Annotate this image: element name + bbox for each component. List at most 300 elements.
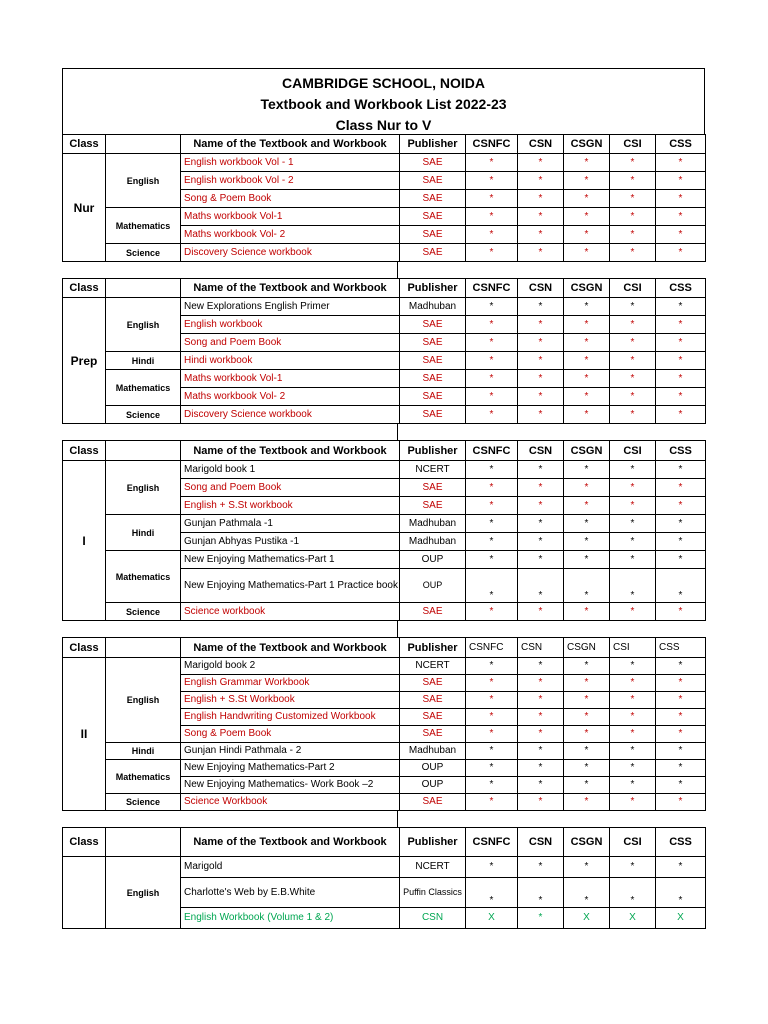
availability-mark-csnfc: * <box>466 298 518 316</box>
section-gap <box>62 811 705 827</box>
section-gap <box>62 262 705 278</box>
availability-mark-csnfc: * <box>466 316 518 334</box>
availability-mark-css: * <box>656 603 706 621</box>
availability-mark-csgn: * <box>564 603 610 621</box>
book-name-cell: New Enjoying Mathematics-Part 1 Practice book <box>181 569 400 603</box>
publisher-cell: SAE <box>400 406 466 424</box>
availability-mark-csn: * <box>518 908 564 929</box>
publisher-cell: SAE <box>400 388 466 406</box>
availability-mark-css: * <box>656 760 706 777</box>
publisher-cell: NCERT <box>400 857 466 878</box>
availability-mark-csgn: * <box>564 298 610 316</box>
availability-mark-csgn: * <box>564 743 610 760</box>
availability-mark-csgn: * <box>564 515 610 533</box>
availability-mark-css: * <box>656 515 706 533</box>
publisher-cell: OUP <box>400 777 466 794</box>
availability-mark-csi: * <box>610 316 656 334</box>
publisher-cell: SAE <box>400 190 466 208</box>
table-header-row <box>63 638 706 658</box>
availability-mark-csgn: * <box>564 352 610 370</box>
availability-mark-csi: * <box>610 352 656 370</box>
availability-mark-csnfc: * <box>466 208 518 226</box>
table-header-row <box>63 135 706 154</box>
availability-mark-csnfc: X <box>466 908 518 929</box>
publisher-cell: OUP <box>400 551 466 569</box>
availability-mark-csn: * <box>518 658 564 675</box>
availability-mark-csn: * <box>518 316 564 334</box>
subject-cell: Hindi <box>106 743 181 760</box>
publisher-cell: CSN <box>400 908 466 929</box>
availability-mark-csi: * <box>610 533 656 551</box>
availability-mark-csi: * <box>610 406 656 424</box>
table-row <box>63 603 706 621</box>
availability-mark-csnfc: * <box>466 190 518 208</box>
availability-mark-css: * <box>656 406 706 424</box>
book-name-cell: English Handwriting Customized Workbook <box>181 709 400 726</box>
column-header-class: Class <box>63 441 106 461</box>
table-row <box>63 551 706 569</box>
column-header-branch-csn: CSN <box>518 638 564 658</box>
availability-mark-csi: * <box>610 857 656 878</box>
availability-mark-csi: * <box>610 497 656 515</box>
publisher-cell: SAE <box>400 709 466 726</box>
publisher-cell: Puffin Classics <box>400 878 466 908</box>
availability-mark-csi: * <box>610 515 656 533</box>
availability-mark-csnfc: * <box>466 154 518 172</box>
availability-mark-csn: * <box>518 515 564 533</box>
table-row <box>63 154 706 172</box>
availability-mark-csn: * <box>518 244 564 262</box>
availability-mark-csi: * <box>610 479 656 497</box>
publisher-cell: NCERT <box>400 461 466 479</box>
availability-mark-csgn: * <box>564 777 610 794</box>
subject-cell: Mathematics <box>106 208 181 244</box>
class-table <box>62 134 706 262</box>
column-header-class: Class <box>63 828 106 857</box>
class-table <box>62 440 706 621</box>
column-header-publisher: Publisher <box>400 441 466 461</box>
availability-mark-csn: * <box>518 533 564 551</box>
availability-mark-css: * <box>656 154 706 172</box>
availability-mark-csgn: * <box>564 370 610 388</box>
availability-mark-csnfc: * <box>466 726 518 743</box>
publisher-cell: SAE <box>400 172 466 190</box>
column-header-name: Name of the Textbook and Workbook <box>181 279 400 298</box>
availability-mark-csi: * <box>610 743 656 760</box>
availability-mark-csgn: * <box>564 857 610 878</box>
book-name-cell: Maths workbook Vol- 2 <box>181 388 400 406</box>
availability-mark-css: * <box>656 497 706 515</box>
availability-mark-css: * <box>656 172 706 190</box>
availability-mark-csi: * <box>610 709 656 726</box>
book-name-cell: Marigold book 1 <box>181 461 400 479</box>
availability-mark-csi: * <box>610 551 656 569</box>
subject-cell: Science <box>106 603 181 621</box>
availability-mark-csi: * <box>610 675 656 692</box>
subject-cell: Mathematics <box>106 370 181 406</box>
table-row <box>63 794 706 811</box>
publisher-cell: SAE <box>400 334 466 352</box>
book-name-cell: New Enjoying Mathematics-Part 1 <box>181 551 400 569</box>
availability-mark-csi: * <box>610 777 656 794</box>
availability-mark-csnfc: * <box>466 760 518 777</box>
availability-mark-css: * <box>656 208 706 226</box>
availability-mark-csn: * <box>518 743 564 760</box>
column-header-branch-csgn: CSGN <box>564 441 610 461</box>
availability-mark-css: * <box>656 794 706 811</box>
availability-mark-css: * <box>656 316 706 334</box>
availability-mark-csi: * <box>610 692 656 709</box>
availability-mark-csn: * <box>518 298 564 316</box>
availability-mark-css: * <box>656 569 706 603</box>
availability-mark-csi: * <box>610 878 656 908</box>
book-name-cell: English + S.St workbook <box>181 497 400 515</box>
availability-mark-css: * <box>656 777 706 794</box>
column-header-branch-css: CSS <box>656 638 706 658</box>
class-label-cell: I <box>63 461 106 621</box>
availability-mark-css: * <box>656 533 706 551</box>
publisher-cell: SAE <box>400 497 466 515</box>
availability-mark-csn: * <box>518 603 564 621</box>
availability-mark-csgn: * <box>564 551 610 569</box>
publisher-cell: OUP <box>400 569 466 603</box>
table-row <box>63 406 706 424</box>
publisher-cell: Madhuban <box>400 515 466 533</box>
availability-mark-csn: * <box>518 172 564 190</box>
availability-mark-css: * <box>656 743 706 760</box>
column-header-subject <box>106 279 181 298</box>
column-header-branch-csi: CSI <box>610 638 656 658</box>
availability-mark-csn: * <box>518 190 564 208</box>
availability-mark-csgn: * <box>564 316 610 334</box>
availability-mark-csn: * <box>518 726 564 743</box>
book-name-cell: English Grammar Workbook <box>181 675 400 692</box>
column-header-class: Class <box>63 279 106 298</box>
availability-mark-csgn: * <box>564 497 610 515</box>
column-header-class: Class <box>63 638 106 658</box>
column-header-branch-csn: CSN <box>518 279 564 298</box>
availability-mark-csn: * <box>518 857 564 878</box>
table-row <box>63 743 706 760</box>
book-name-cell: Gunjan Abhyas Pustika -1 <box>181 533 400 551</box>
availability-mark-csn: * <box>518 461 564 479</box>
column-header-name: Name of the Textbook and Workbook <box>181 828 400 857</box>
column-header-branch-css: CSS <box>656 135 706 154</box>
availability-mark-csi: X <box>610 908 656 929</box>
column-header-branch-css: CSS <box>656 828 706 857</box>
availability-mark-css: * <box>656 709 706 726</box>
subject-cell: Mathematics <box>106 551 181 603</box>
document-title-block <box>62 68 705 134</box>
availability-mark-csgn: * <box>564 208 610 226</box>
availability-mark-csi: * <box>610 603 656 621</box>
column-header-name: Name of the Textbook and Workbook <box>181 441 400 461</box>
column-header-name: Name of the Textbook and Workbook <box>181 135 400 154</box>
availability-mark-css: * <box>656 298 706 316</box>
availability-mark-csnfc: * <box>466 551 518 569</box>
column-header-publisher: Publisher <box>400 638 466 658</box>
publisher-cell: OUP <box>400 760 466 777</box>
availability-mark-csgn: * <box>564 461 610 479</box>
book-name-cell: Science Workbook <box>181 794 400 811</box>
list-title: Textbook and Workbook List 2022-23 <box>260 96 507 112</box>
publisher-cell: Madhuban <box>400 533 466 551</box>
availability-mark-csn: * <box>518 675 564 692</box>
publisher-cell: SAE <box>400 726 466 743</box>
availability-mark-csnfc: * <box>466 388 518 406</box>
column-header-subject <box>106 828 181 857</box>
book-name-cell: Science workbook <box>181 603 400 621</box>
book-name-cell: Maths workbook Vol-1 <box>181 208 400 226</box>
availability-mark-csn: * <box>518 760 564 777</box>
availability-mark-csi: * <box>610 794 656 811</box>
subject-cell: Mathematics <box>106 760 181 794</box>
availability-mark-csn: * <box>518 497 564 515</box>
subject-cell: English <box>106 461 181 515</box>
subject-cell: Science <box>106 794 181 811</box>
availability-mark-csnfc: * <box>466 479 518 497</box>
availability-mark-css: * <box>656 878 706 908</box>
availability-mark-csnfc: * <box>466 569 518 603</box>
availability-mark-csgn: * <box>564 334 610 352</box>
availability-mark-csn: * <box>518 406 564 424</box>
book-name-cell: Song & Poem Book <box>181 190 400 208</box>
availability-mark-csi: * <box>610 370 656 388</box>
column-header-subject <box>106 135 181 154</box>
availability-mark-csn: * <box>518 370 564 388</box>
availability-mark-csi: * <box>610 298 656 316</box>
column-header-branch-csn: CSN <box>518 135 564 154</box>
book-name-cell: Maths workbook Vol- 2 <box>181 226 400 244</box>
availability-mark-csgn: * <box>564 154 610 172</box>
booklist-document <box>62 68 705 929</box>
table-row <box>63 208 706 226</box>
class-label-cell: II <box>63 658 106 811</box>
gap-divider-line <box>397 262 398 278</box>
availability-mark-csn: * <box>518 692 564 709</box>
availability-mark-csn: * <box>518 551 564 569</box>
table-row <box>63 370 706 388</box>
column-header-class: Class <box>63 135 106 154</box>
book-name-cell: Hindi workbook <box>181 352 400 370</box>
book-name-cell: Maths workbook Vol-1 <box>181 370 400 388</box>
availability-mark-csgn: * <box>564 878 610 908</box>
availability-mark-csn: * <box>518 479 564 497</box>
publisher-cell: SAE <box>400 370 466 388</box>
availability-mark-csn: * <box>518 208 564 226</box>
table-row <box>63 461 706 479</box>
subject-cell: Science <box>106 244 181 262</box>
availability-mark-csn: * <box>518 709 564 726</box>
book-name-cell: Gunjan Pathmala -1 <box>181 515 400 533</box>
class-range: Class Nur to V <box>335 117 432 133</box>
class-label-cell <box>63 857 106 929</box>
book-name-cell: Gunjan Hindi Pathmala - 2 <box>181 743 400 760</box>
availability-mark-csnfc: * <box>466 857 518 878</box>
availability-mark-csnfc: * <box>466 226 518 244</box>
availability-mark-csnfc: * <box>466 461 518 479</box>
book-name-cell: New Enjoying Mathematics-Part 2 <box>181 760 400 777</box>
book-name-cell: English workbook <box>181 316 400 334</box>
book-name-cell: Song and Poem Book <box>181 479 400 497</box>
availability-mark-csnfc: * <box>466 878 518 908</box>
book-name-cell: English workbook Vol - 1 <box>181 154 400 172</box>
column-header-branch-csi: CSI <box>610 135 656 154</box>
availability-mark-csgn: * <box>564 244 610 262</box>
table-row <box>63 760 706 777</box>
availability-mark-csi: * <box>610 226 656 244</box>
publisher-cell: SAE <box>400 352 466 370</box>
column-header-branch-csi: CSI <box>610 828 656 857</box>
availability-mark-css: * <box>656 370 706 388</box>
availability-mark-csi: * <box>610 334 656 352</box>
subject-cell: English <box>106 154 181 208</box>
availability-mark-csnfc: * <box>466 692 518 709</box>
publisher-cell: SAE <box>400 226 466 244</box>
table-header-row <box>63 828 706 857</box>
column-header-branch-csgn: CSGN <box>564 638 610 658</box>
availability-mark-css: * <box>656 658 706 675</box>
subject-cell: Science <box>106 406 181 424</box>
availability-mark-csgn: * <box>564 569 610 603</box>
availability-mark-css: * <box>656 675 706 692</box>
availability-mark-css: * <box>656 479 706 497</box>
availability-mark-csgn: * <box>564 388 610 406</box>
availability-mark-css: * <box>656 226 706 244</box>
column-header-publisher: Publisher <box>400 828 466 857</box>
publisher-cell: SAE <box>400 794 466 811</box>
section-gap <box>62 424 705 440</box>
gap-divider-line <box>397 811 398 827</box>
availability-mark-csgn: * <box>564 406 610 424</box>
column-header-branch-csgn: CSGN <box>564 135 610 154</box>
availability-mark-csnfc: * <box>466 370 518 388</box>
table-row <box>63 515 706 533</box>
availability-mark-css: * <box>656 461 706 479</box>
availability-mark-css: * <box>656 388 706 406</box>
availability-mark-css: * <box>656 334 706 352</box>
availability-mark-csnfc: * <box>466 794 518 811</box>
publisher-cell: SAE <box>400 316 466 334</box>
publisher-cell: SAE <box>400 675 466 692</box>
book-name-cell: Charlotte's Web by E.B.White <box>181 878 400 908</box>
book-name-cell: English Workbook (Volume 1 & 2) <box>181 908 400 929</box>
column-header-name: Name of the Textbook and Workbook <box>181 638 400 658</box>
class-label-cell: Prep <box>63 298 106 424</box>
availability-mark-csgn: * <box>564 533 610 551</box>
availability-mark-csnfc: * <box>466 777 518 794</box>
availability-mark-css: * <box>656 857 706 878</box>
availability-mark-csgn: * <box>564 675 610 692</box>
availability-mark-csi: * <box>610 388 656 406</box>
publisher-cell: Madhuban <box>400 298 466 316</box>
publisher-cell: SAE <box>400 244 466 262</box>
column-header-branch-csn: CSN <box>518 441 564 461</box>
book-name-cell: New Enjoying Mathematics- Work Book –2 <box>181 777 400 794</box>
class-tables <box>62 134 705 929</box>
availability-mark-csnfc: * <box>466 603 518 621</box>
availability-mark-csi: * <box>610 244 656 262</box>
column-header-branch-csn: CSN <box>518 828 564 857</box>
publisher-cell: SAE <box>400 154 466 172</box>
availability-mark-csn: * <box>518 794 564 811</box>
availability-mark-csi: * <box>610 569 656 603</box>
availability-mark-css: * <box>656 190 706 208</box>
availability-mark-csgn: * <box>564 172 610 190</box>
publisher-cell: SAE <box>400 692 466 709</box>
availability-mark-csgn: * <box>564 726 610 743</box>
availability-mark-css: * <box>656 726 706 743</box>
book-name-cell: Song and Poem Book <box>181 334 400 352</box>
table-header-row <box>63 441 706 461</box>
book-name-cell: New Explorations English Primer <box>181 298 400 316</box>
availability-mark-csi: * <box>610 726 656 743</box>
book-name-cell: English workbook Vol - 2 <box>181 172 400 190</box>
availability-mark-csn: * <box>518 154 564 172</box>
availability-mark-csn: * <box>518 334 564 352</box>
availability-mark-csn: * <box>518 777 564 794</box>
availability-mark-csn: * <box>518 878 564 908</box>
availability-mark-css: * <box>656 244 706 262</box>
availability-mark-csgn: * <box>564 760 610 777</box>
availability-mark-csi: * <box>610 208 656 226</box>
availability-mark-csnfc: * <box>466 244 518 262</box>
column-header-branch-csnfc: CSNFC <box>466 638 518 658</box>
availability-mark-csn: * <box>518 352 564 370</box>
availability-mark-csnfc: * <box>466 334 518 352</box>
book-name-cell: Discovery Science workbook <box>181 244 400 262</box>
table-row <box>63 352 706 370</box>
column-header-publisher: Publisher <box>400 135 466 154</box>
availability-mark-csgn: * <box>564 658 610 675</box>
availability-mark-csgn: * <box>564 190 610 208</box>
availability-mark-csnfc: * <box>466 515 518 533</box>
column-header-branch-csgn: CSGN <box>564 279 610 298</box>
class-table <box>62 827 706 929</box>
column-header-branch-csnfc: CSNFC <box>466 441 518 461</box>
book-name-cell: Marigold book 2 <box>181 658 400 675</box>
section-gap <box>62 621 705 637</box>
availability-mark-csn: * <box>518 226 564 244</box>
gap-divider-line <box>397 621 398 637</box>
availability-mark-csnfc: * <box>466 172 518 190</box>
table-row <box>63 658 706 675</box>
subject-cell: English <box>106 857 181 929</box>
availability-mark-css: * <box>656 692 706 709</box>
publisher-cell: SAE <box>400 603 466 621</box>
subject-cell: Hindi <box>106 515 181 551</box>
gap-divider-line <box>397 424 398 440</box>
publisher-cell: NCERT <box>400 658 466 675</box>
availability-mark-csi: * <box>610 154 656 172</box>
availability-mark-csnfc: * <box>466 497 518 515</box>
publisher-cell: Madhuban <box>400 743 466 760</box>
class-table <box>62 278 706 424</box>
subject-cell: English <box>106 658 181 743</box>
availability-mark-css: * <box>656 551 706 569</box>
availability-mark-csn: * <box>518 569 564 603</box>
publisher-cell: SAE <box>400 479 466 497</box>
column-header-branch-csnfc: CSNFC <box>466 279 518 298</box>
table-row <box>63 298 706 316</box>
availability-mark-css: X <box>656 908 706 929</box>
class-table <box>62 637 706 811</box>
column-header-publisher: Publisher <box>400 279 466 298</box>
book-name-cell: English + S.St Workbook <box>181 692 400 709</box>
availability-mark-csnfc: * <box>466 743 518 760</box>
table-header-row <box>63 279 706 298</box>
book-name-cell: Discovery Science workbook <box>181 406 400 424</box>
